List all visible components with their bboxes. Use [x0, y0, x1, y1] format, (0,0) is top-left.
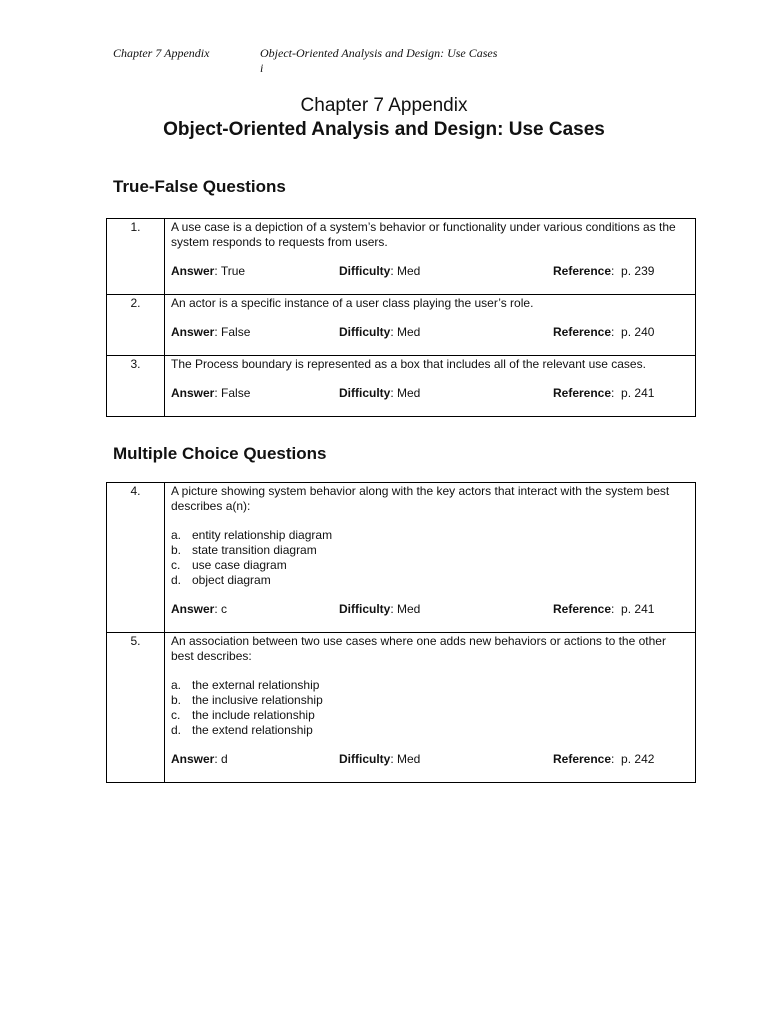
reference-field: Reference: p. 241 [553, 386, 655, 400]
question-number: 3. [107, 356, 165, 417]
option-letter: b. [171, 543, 182, 557]
reference-field: Reference: p. 240 [553, 325, 655, 339]
reference-value: p. 239 [621, 264, 655, 278]
answer-label: Answer [171, 752, 215, 766]
section-heading-multiple-choice: Multiple Choice Questions [113, 444, 327, 463]
reference-field: Reference: p. 241 [553, 602, 655, 616]
question-text: A picture showing system behavior along with the key actors that interact with the system best describes a(n): [171, 484, 670, 513]
question-body [165, 356, 696, 417]
reference-label: Reference [553, 325, 612, 339]
running-header-right [260, 46, 497, 76]
question-text: A use case is a depiction of a system’s behavior or functionality under various conditions as the system responds to requests from users. [171, 220, 676, 249]
difficulty-label: Difficulty [339, 386, 391, 400]
running-header-left: Chapter 7 Appendix [113, 46, 210, 60]
reference-field: Reference: p. 239 [553, 264, 655, 278]
option-letter: d. [171, 723, 182, 737]
option-text: the inclusive relationship [192, 693, 323, 707]
question-meta [171, 602, 689, 617]
difficulty-label: Difficulty [339, 264, 391, 278]
answer-field: Answer: True [171, 264, 246, 278]
multiple-choice-table [106, 482, 696, 783]
question-meta [171, 386, 689, 401]
reference-label: Reference [553, 386, 612, 400]
answer-label: Answer [171, 602, 215, 616]
option-letter: a. [171, 678, 182, 692]
option-item [171, 573, 689, 588]
option-text: the include relationship [192, 708, 315, 722]
option-text: the extend relationship [192, 723, 313, 737]
question-body [165, 295, 696, 356]
option-item [171, 693, 689, 708]
answer-field: Answer: c [171, 602, 228, 616]
option-item [171, 708, 689, 723]
chapter-subtitle: Object-Oriented Analysis and Design: Use Cases [163, 119, 605, 140]
difficulty-label: Difficulty [339, 752, 391, 766]
question-number: 2. [107, 295, 165, 356]
option-letter: b. [171, 693, 182, 707]
option-item [171, 558, 689, 573]
question-meta [171, 264, 689, 279]
difficulty-field: Difficulty: Med [339, 325, 421, 339]
answer-field: Answer: d [171, 752, 228, 766]
option-letter: c. [171, 708, 181, 722]
answer-value: False [221, 386, 251, 400]
answer-label: Answer [171, 386, 215, 400]
difficulty-label: Difficulty [339, 325, 391, 339]
question-number: 5. [107, 633, 165, 783]
option-item [171, 678, 689, 693]
difficulty-value: Med [397, 386, 421, 400]
option-item [171, 528, 689, 543]
option-item [171, 723, 689, 738]
difficulty-field: Difficulty: Med [339, 602, 421, 616]
difficulty-value: Med [397, 752, 421, 766]
answer-value: True [220, 264, 246, 278]
running-header-page: i [260, 61, 264, 75]
difficulty-value: Med [397, 602, 421, 616]
question-row [107, 219, 696, 295]
difficulty-value: Med [397, 325, 421, 339]
option-text: use case diagram [192, 558, 287, 572]
question-text: The Process boundary is represented as a box that includes all of the relevant use cases. [171, 357, 646, 371]
difficulty-label: Difficulty [339, 602, 391, 616]
reference-field: Reference: p. 242 [553, 752, 655, 766]
question-row [107, 295, 696, 356]
question-text: An actor is a specific instance of a user class playing the user’s role. [171, 296, 534, 310]
option-list [171, 678, 689, 738]
question-row [107, 633, 696, 783]
question-text: An association between two use cases where one adds new behaviors or actions to the other best describes: [171, 634, 666, 663]
reference-value: p. 241 [621, 602, 655, 616]
option-text: the external relationship [192, 678, 320, 692]
answer-value: c [221, 602, 228, 616]
question-meta [171, 325, 689, 340]
running-header-title: Object-Oriented Analysis and Design: Use Cases [260, 46, 498, 60]
option-item [171, 543, 689, 558]
reference-value: p. 241 [621, 386, 655, 400]
reference-label: Reference [553, 264, 612, 278]
section-heading-true-false: True-False Questions [113, 177, 286, 196]
difficulty-field: Difficulty: Med [339, 752, 421, 766]
true-false-table [106, 218, 696, 417]
page-title [0, 94, 768, 142]
question-number: 4. [107, 483, 165, 633]
difficulty-value: Med [397, 264, 421, 278]
question-number: 1. [107, 219, 165, 295]
reference-value: p. 242 [621, 752, 655, 766]
question-row [107, 483, 696, 633]
option-text: entity relationship diagram [192, 528, 333, 542]
option-text: object diagram [192, 573, 271, 587]
answer-field: Answer: False [171, 325, 251, 339]
option-letter: a. [171, 528, 182, 542]
answer-value: False [221, 325, 251, 339]
difficulty-field: Difficulty: Med [339, 386, 421, 400]
question-body [165, 483, 696, 633]
question-row [107, 356, 696, 417]
question-body [165, 219, 696, 295]
answer-label: Answer [171, 325, 215, 339]
reference-label: Reference [553, 602, 612, 616]
answer-label: Answer [171, 264, 215, 278]
option-list [171, 528, 689, 588]
reference-label: Reference [553, 752, 612, 766]
answer-field: Answer: False [171, 386, 251, 400]
option-letter: c. [171, 558, 181, 572]
answer-value: d [221, 752, 228, 766]
reference-value: p. 240 [621, 325, 655, 339]
chapter-title: Chapter 7 Appendix [300, 95, 468, 116]
option-letter: d. [171, 573, 182, 587]
option-text: state transition diagram [192, 543, 317, 557]
difficulty-field: Difficulty: Med [339, 264, 421, 278]
question-meta [171, 752, 689, 767]
question-body [165, 633, 696, 783]
